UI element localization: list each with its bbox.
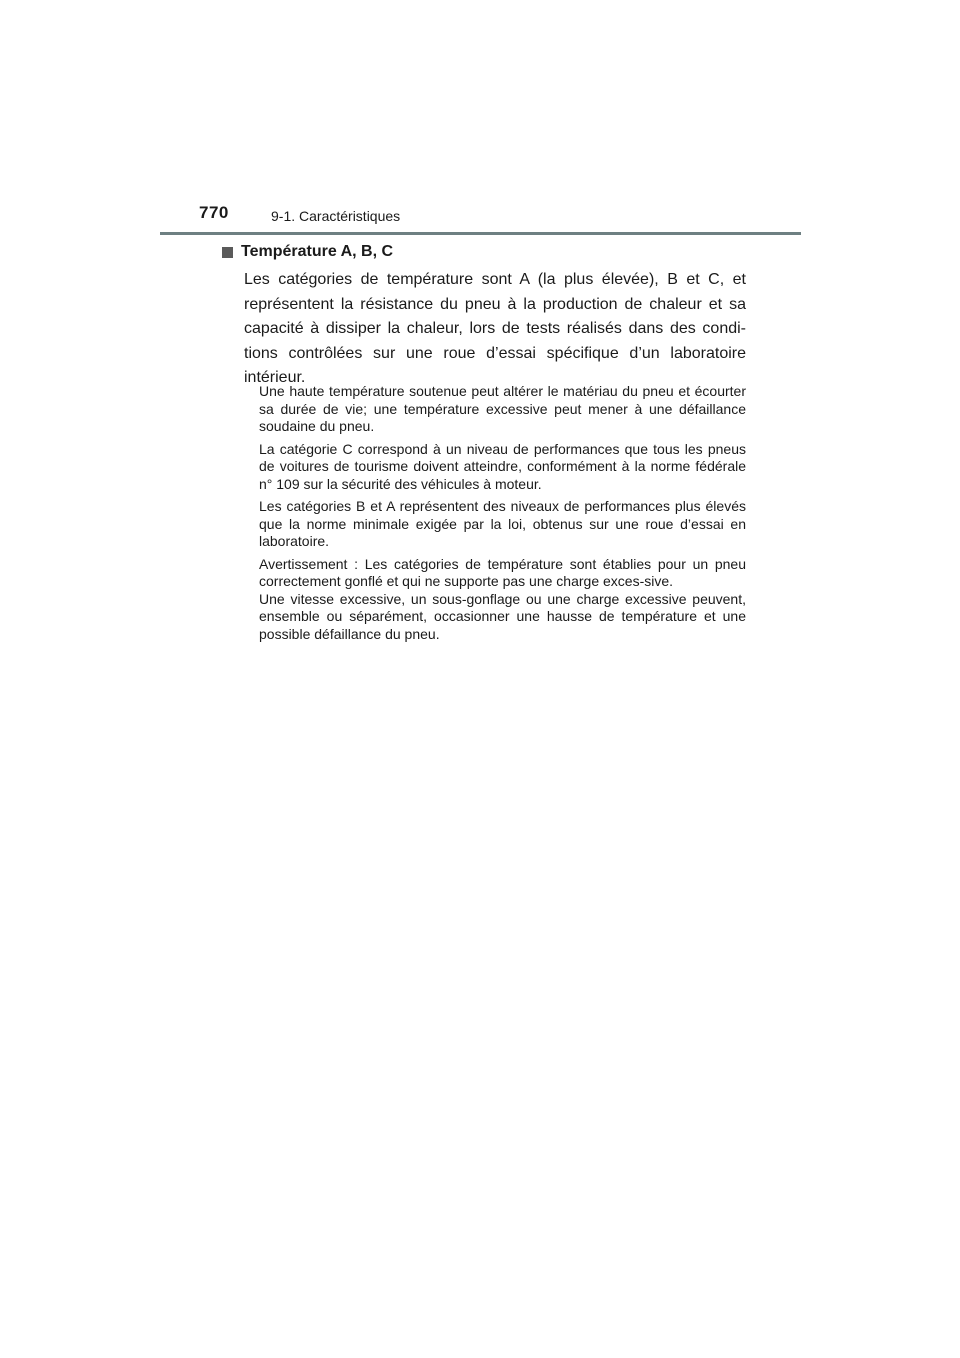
note-paragraph: Une vitesse excessive, un sous-gonflage ou une charge excessive peuvent, ensemble ou séparément, occasionner une hausse de température et une possible défaillance du pneu. [259, 590, 746, 642]
page-number: 770 [199, 203, 229, 222]
note-paragraph: Les catégories B et A représentent des niveaux de performances plus élevés que la norme minimale exigée par la loi, obtenus sur une roue d’essai en laboratoire. [259, 498, 746, 549]
square-bullet-icon [222, 247, 233, 258]
heading-text: Température A, B, C [241, 243, 394, 260]
main-paragraph: Les catégories de température sont A (la plus élevée), B et C, et représentent la résistance du pneu à la production de chaleur et sa capacité à dissiper la chaleur, lors de tests réalisés dans des condi-tions contrôlées sur une roue d’essai spécifique d’un laboratoire intérieur. [244, 271, 746, 386]
note-paragraph: La catégorie C correspond à un niveau de performances que tous les pneus de voitures de tourisme doivent atteindre, conformément à la norme fédérale n° 109 sur la sécurité des véhicules à moteur. [259, 440, 746, 492]
header-divider [160, 232, 801, 235]
section-heading [222, 243, 393, 261]
notes-block [259, 383, 746, 648]
note-paragraph: Avertissement : Les catégories de température sont établies pour un pneu correctement gonflé et qui ne supporte pas une charge exces-sive. [259, 555, 746, 589]
section-title: 9-1. Caractéristiques [271, 208, 401, 224]
note-paragraph: Une haute température soutenue peut altérer le matériau du pneu et écourter sa durée de vie; une température excessive peut mener à une défaillance soudaine du pneu. [259, 383, 746, 434]
